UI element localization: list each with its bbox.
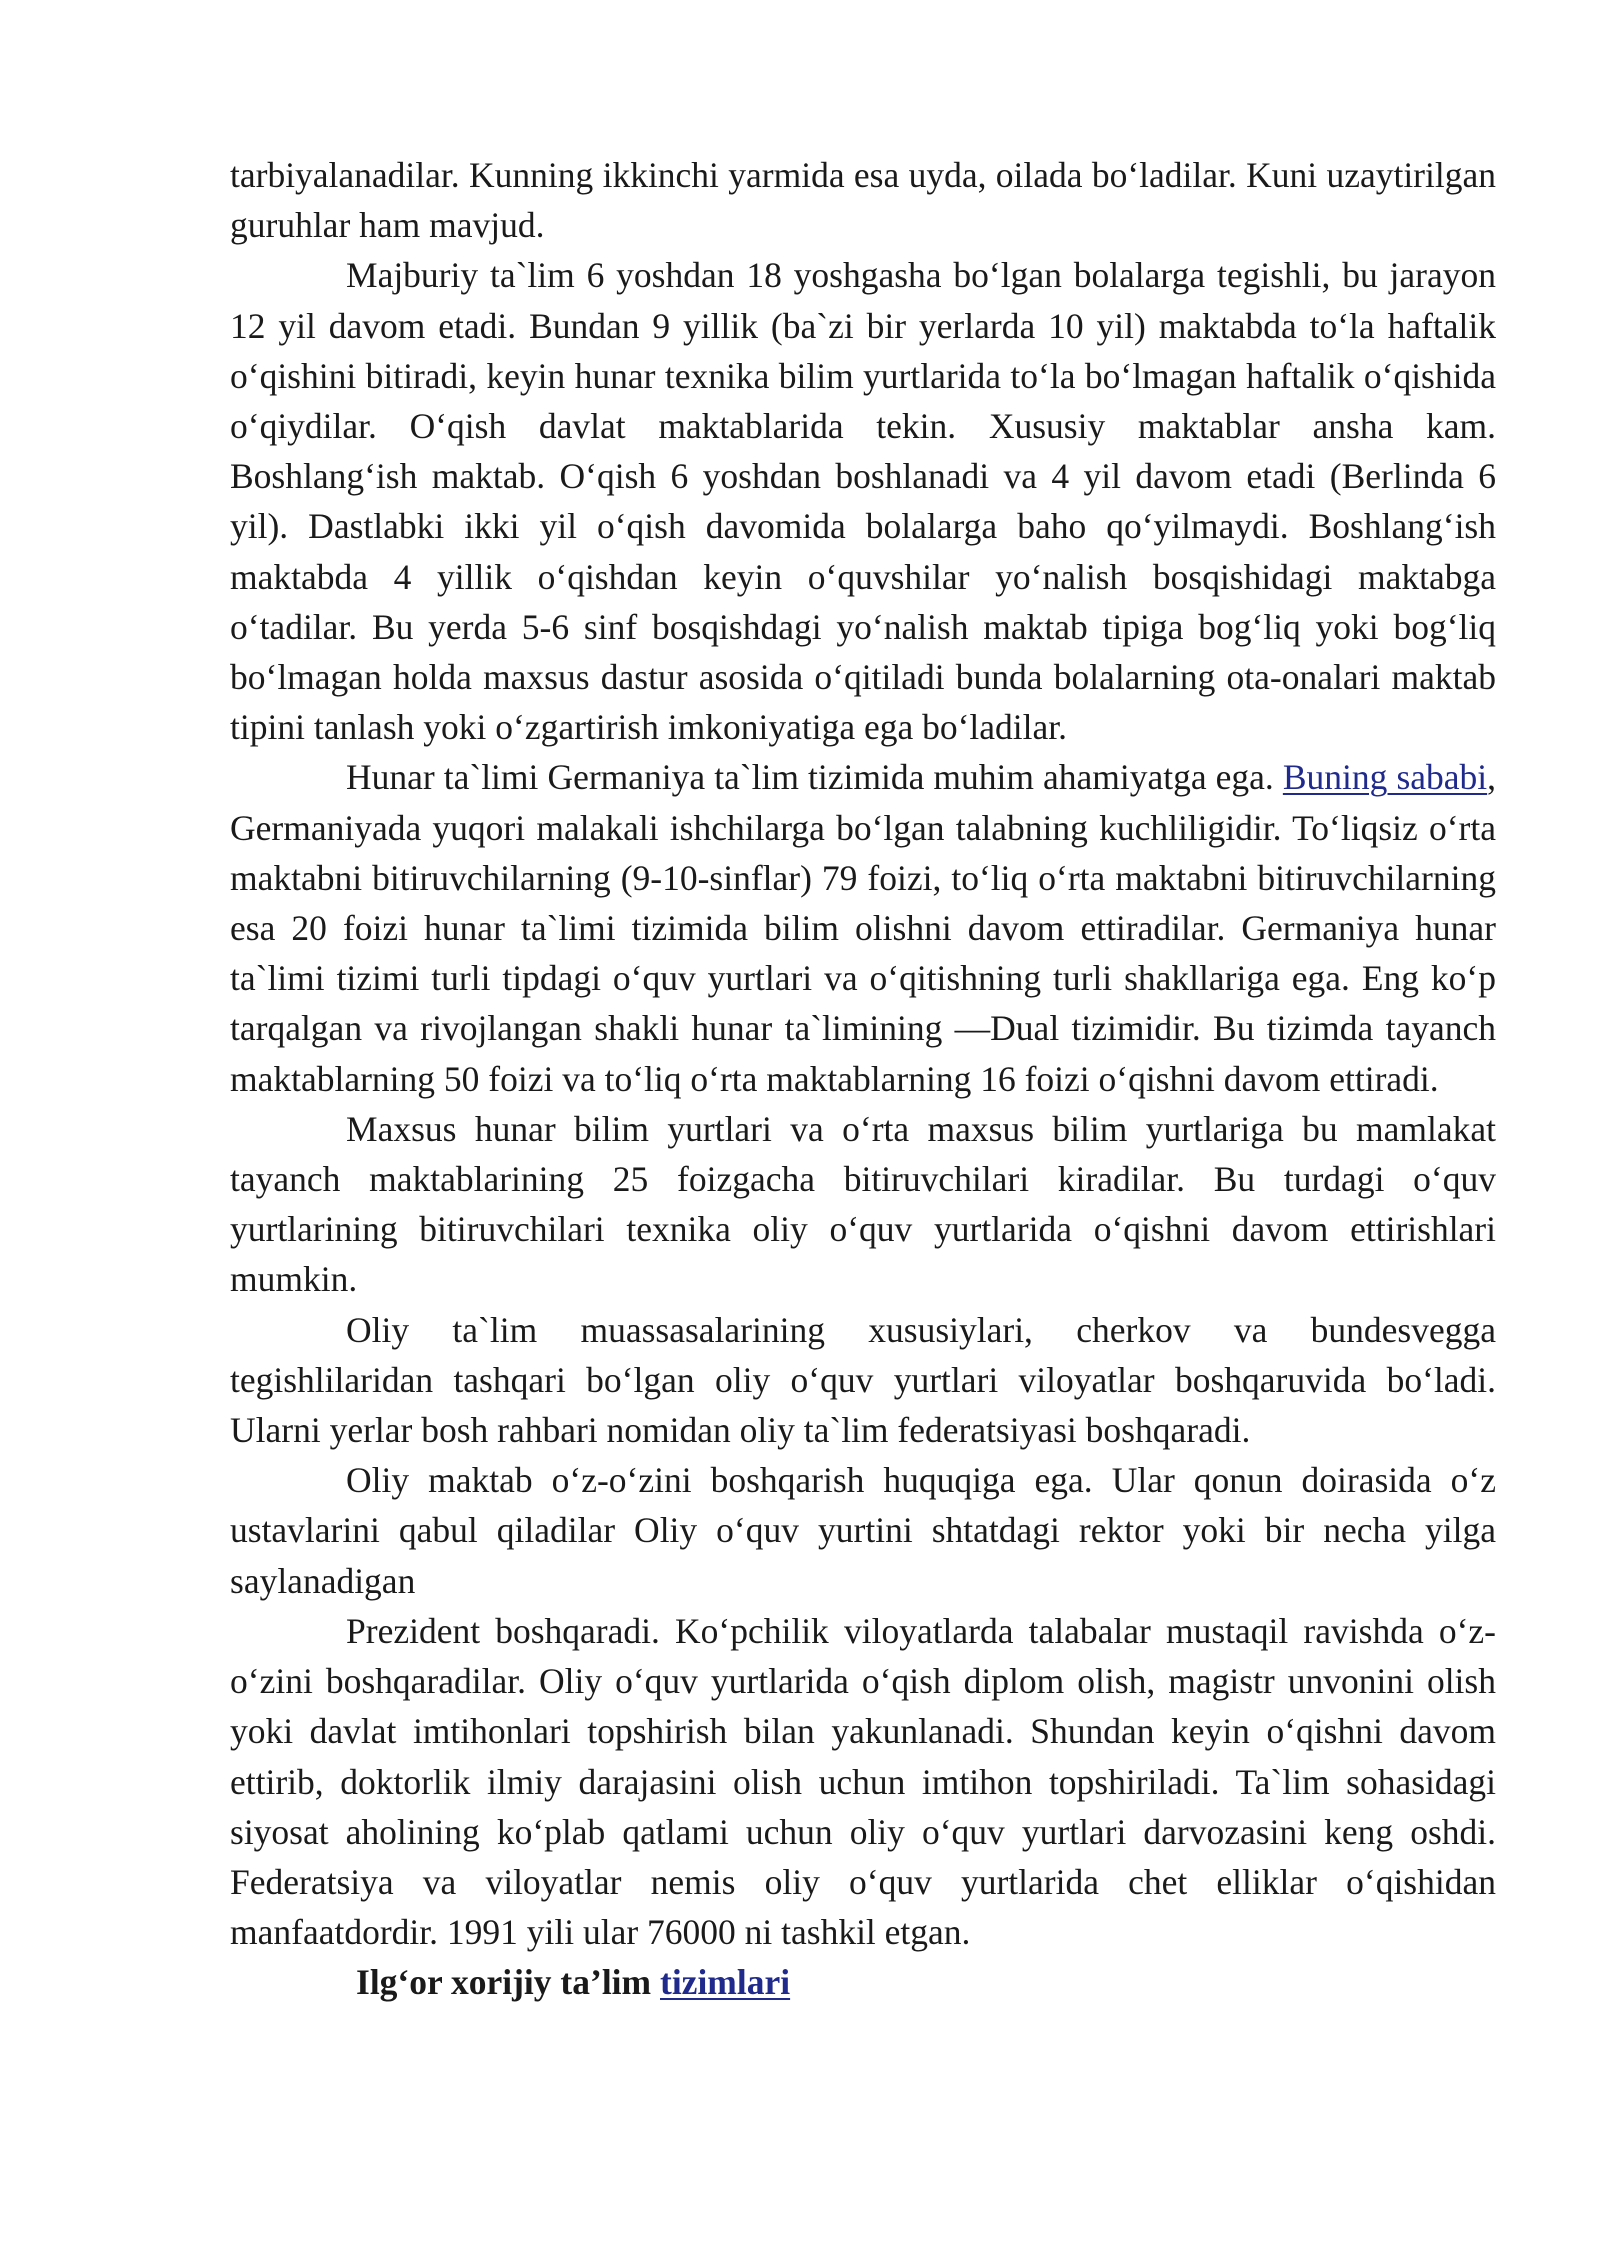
buning-sababi-link[interactable]: Buning sababi: [1282, 757, 1488, 798]
paragraph-text-end: , Germaniyada yuqori malakali ishchilarga bo‘lgan talabning kuchliligidir. To‘liqsiz o‘rta maktabni bitiruvchilarning (9-10-sinflar) 79 foizi, to‘liq o‘rta maktabni bitiruvchilarning esa 20 foizi hunar ta`limi tizimida bilim olishni davom ettiradilar. Germaniya hunar ta`limi tizimi turli tipdagi o‘quv yurtlari va o‘qitishning turli shakllariga ega. Eng ko‘p tarqalgan va rivojlangan shakli hunar ta`limining —Dual tizimidir. Bu tizimda tayanch maktablarning 50 foizi va to‘liq o‘rta maktablarning 16 foizi o‘qishni davom ettiradi.: [230, 757, 1497, 1099]
paragraph-president: Prezident boshqaradi. Ko‘pchilik viloyatlarda talabalar mustaqil ravishda o‘z-o‘zini boshqaradilar. Oliy o‘quv yurtlarida o‘qish diplom olish, magistr unvonini olish yoki davlat imtihonlari topshirish bilan yakunlanadi. Shundan keyin o‘qishni davom ettirib, doktorlik ilmiy darajasini olish uchun imtihon topshiriladi. Ta`lim sohasidagi siyosat aholining ko‘plab qatlami uchun oliy o‘quv yurtlari darvozasini keng oshdi. Federatsiya va viloyatlar nemis oliy o‘quv yurtlarida chet elliklar o‘qishidan manfaatdordir. 1991 yili ular 76000 ni tashkil etgan.: [230, 1610, 1496, 1953]
paragraph-text-start: Hunar ta`limi Germaniya ta`lim tizimida muhim ahamiyatga ega.: [346, 757, 1283, 798]
paragraph-continuation: tarbiyalanadilar. Kunning ikkinchi yarmida esa uyda, oilada bo‘ladilar. Kuni uzaytirilgan guruhlar ham mavjud.: [230, 155, 1496, 246]
document-page: [230, 150, 1496, 2008]
paragraph-special-schools: Maxsus hunar bilim yurtlari va o‘rta maxsus bilim yurtlariga bu mamlakat tayanch maktablarining 25 foizgacha bitiruvchilari kiradilar. Bu turdagi o‘quv yurtlarining bitiruvchilari texnika oliy o‘quv yurtlarida o‘qishni davom ettirishlari mumkin.: [230, 1108, 1496, 1300]
paragraph-vocational-education: [230, 752, 1496, 1103]
tizimlari-link[interactable]: tizimlari: [660, 1962, 791, 2003]
paragraph-compulsory-education: Majburiy ta`lim 6 yoshdan 18 yoshgasha bo‘lgan bolalarga tegishli, bu jarayon 12 yil davom etadi. Bundan 9 yillik (ba`zi bir yerlarda 10 yil) maktabda to‘la haftalik o‘qishini bitiradi, keyin hunar texnika bilim yurtlarida to‘la bo‘lmagan haftalik o‘qishida o‘qiydilar. O‘qish davlat maktablarida tekin. Xususiy maktablar ansha kam. Boshlang‘ish maktab. O‘qish 6 yoshdan boshlanadi va 4 yil davom etadi (Berlinda 6 yil). Dastlabki ikki yil o‘qish davomida bolalarga baho qo‘yilmaydi. Boshlang‘ish maktabda 4 yillik o‘qishdan keyin o‘quvshilar yo‘nalish bosqishidagi maktabga o‘tadilar. Bu yerda 5-6 sinf bosqishdagi yo‘nalish maktab tipiga bog‘liq yoki bog‘liq bo‘lmagan holda maxsus dastur asosida o‘qitiladi bunda bolalarning ota-onalari maktab tipini tanlash yoki o‘zgartirish imkoniyatiga ega bo‘ladilar.: [230, 255, 1496, 748]
section-heading-text: Ilg‘or xorijiy ta’lim: [356, 1962, 660, 2003]
paragraph-self-government: Oliy maktab o‘z-o‘zini boshqarish huquqiga ega. Ular qonun doirasida o‘z ustavlarini qabul qiladilar Oliy o‘quv yurtini shtatdagi rektor yoki bir necha yilga saylanadigan: [230, 1460, 1496, 1601]
paragraph-higher-education: Oliy ta`lim muassasalarining xususiylari, cherkov va bundesvegga tegishlilaridan tashqari bo‘lgan oliy o‘quv yurtlari viloyatlar boshqaruvida bo‘ladi. Ularni yerlar bosh rahbari nomidan oliy ta`lim federatsiyasi boshqaradi.: [230, 1309, 1496, 1451]
section-heading: [230, 1957, 1496, 2007]
